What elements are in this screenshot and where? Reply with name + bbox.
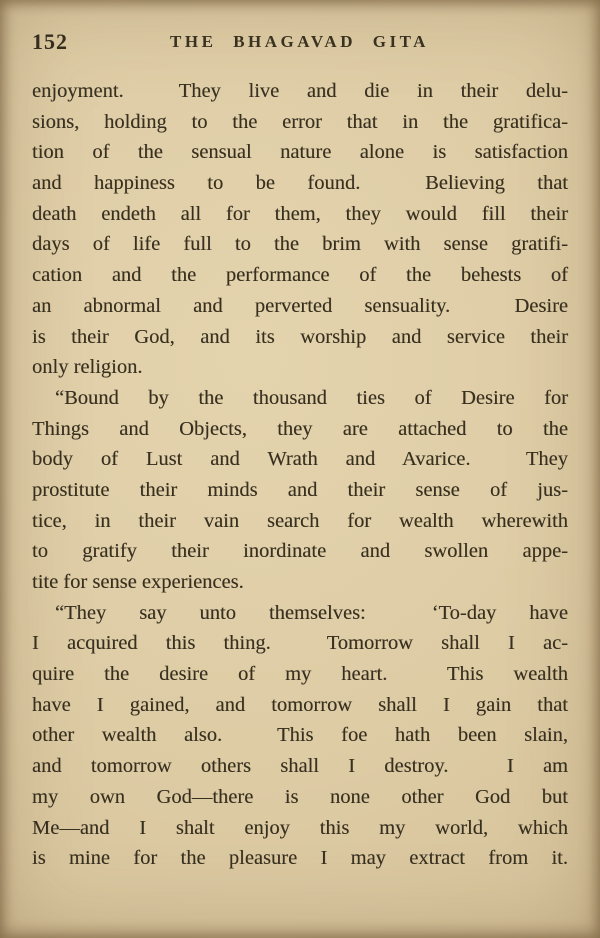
- page-number: 152: [32, 29, 68, 54]
- text-line: prostitute their minds and their sense of jus-: [32, 478, 568, 501]
- text-line: cation and the performance of the behests of: [32, 264, 568, 287]
- text-line: and happiness to be found. Believing that: [32, 172, 568, 195]
- text-line: tice, in their vain search for wealth wherewith: [32, 509, 568, 532]
- text-line: tite for sense experiences.: [32, 571, 244, 593]
- text-line: and tomorrow others shall I destroy. I am: [32, 755, 568, 778]
- text-line: to gratify their inordinate and swollen appe-: [32, 540, 568, 563]
- text-line: body of Lust and Wrath and Avarice. They: [32, 448, 568, 471]
- text-line: Things and Objects, they are attached to the: [32, 417, 568, 440]
- text-line: Me—and I shalt enjoy this my world, which: [32, 816, 568, 839]
- text-line: an abnormal and perverted sensuality. Desire: [32, 294, 568, 317]
- text-line: “Bound by the thousand ties of Desire for: [55, 386, 568, 409]
- text-line: is their God, and its worship and service their: [32, 325, 568, 348]
- text-line: only religion.: [32, 356, 143, 379]
- text-line: quire the desire of my heart. This wealth: [32, 663, 568, 686]
- text-line: death endeth all for them, they would fill their: [32, 202, 568, 225]
- page-body: [32, 76, 568, 874]
- text-line: is mine for the pleasure I may extract from it.: [32, 847, 568, 870]
- text-line: sions, holding to the error that in the gratifica-: [32, 110, 568, 133]
- text-line: tion of the sensual nature alone is satisfaction: [32, 141, 568, 164]
- text-line: enjoyment. They live and die in their delu-: [32, 80, 568, 102]
- text-line: I acquired this thing. Tomorrow shall I ac-: [32, 632, 568, 655]
- header-title: THE BHAGAVAD GITA: [170, 32, 429, 51]
- text-line: days of life full to the brim with sense gratifi-: [32, 233, 568, 256]
- page-header: [32, 29, 567, 57]
- text-line: “They say unto themselves: ‘To-day have: [55, 601, 568, 624]
- text-line: my own God—there is none other God but: [32, 785, 568, 808]
- text-line: other wealth also. This foe hath been slain,: [32, 724, 568, 747]
- text-line: have I gained, and tomorrow shall I gain that: [32, 693, 568, 716]
